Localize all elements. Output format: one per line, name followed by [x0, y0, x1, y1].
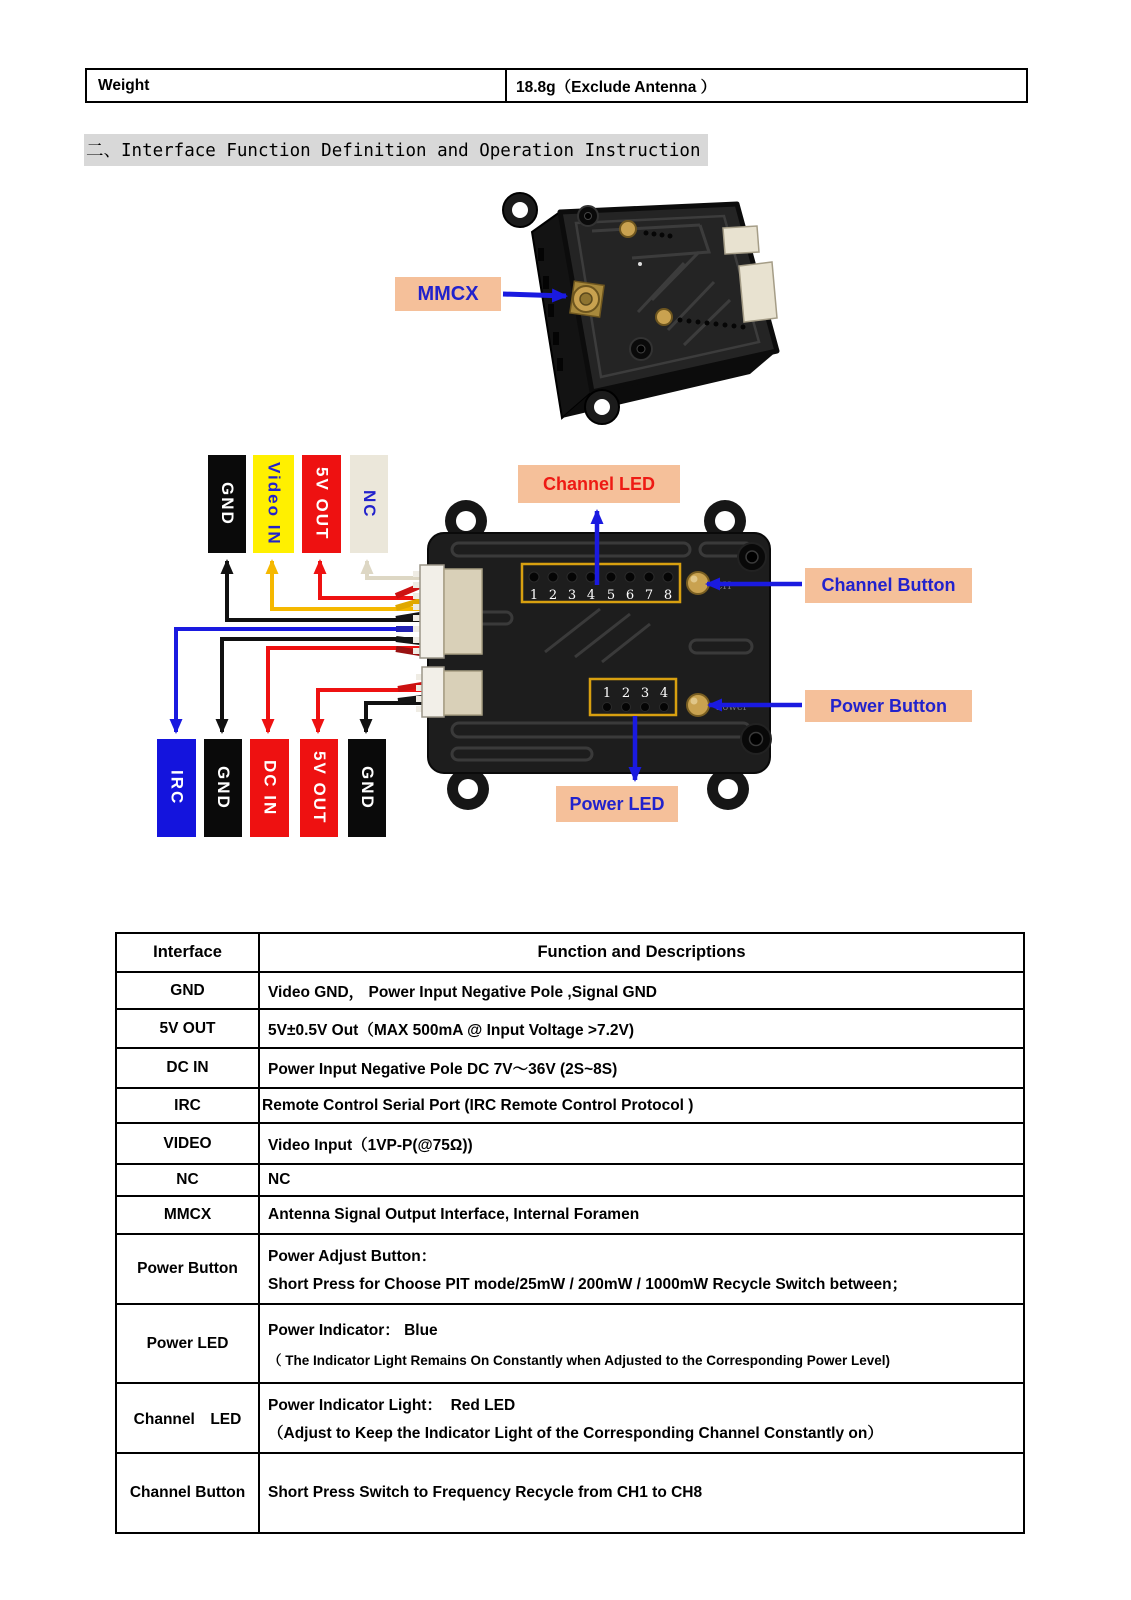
cell-desc-line1: Power Adjust Button： — [268, 1248, 437, 1265]
pin-label-gnd-b2: GND — [348, 739, 386, 837]
cell-interface: Power Button — [117, 1235, 260, 1303]
table-row — [117, 1010, 1023, 1049]
power-led-callout: Power LED — [556, 786, 678, 822]
table-row — [117, 1165, 1023, 1197]
table-row — [117, 1197, 1023, 1235]
table-header-row — [117, 934, 1023, 973]
cell-desc: Remote Control Serial Port (IRC Remote Control Protocol ) — [262, 1096, 694, 1114]
table-row — [117, 1049, 1023, 1089]
channel-button — [687, 572, 709, 594]
svg-text:5: 5 — [606, 588, 616, 603]
wire-irc — [176, 629, 428, 732]
mmcx-label: MMCX — [395, 277, 501, 311]
svg-text:4: 4 — [659, 686, 669, 701]
cell-desc-line2: （ The Indicator Light Remains On Constantly when Adjusted to the Corresponding Power Level) — [268, 1353, 891, 1368]
power-silkscreen: Power — [716, 702, 748, 713]
vtx-device-top-view — [396, 500, 771, 810]
table-row — [117, 1454, 1023, 1532]
photo-channel-button — [656, 309, 672, 325]
cell-desc: Short Press Switch to Frequency Recycle from CH1 to CH8 — [268, 1484, 703, 1501]
cell-interface: DC IN — [117, 1049, 260, 1087]
pin-label-5v-out-b: 5V OUT — [300, 739, 338, 837]
ch-silkscreen: CH — [715, 581, 732, 592]
cell-desc-line1: Power Indicator Light： Red LED — [268, 1397, 516, 1414]
table-row — [117, 973, 1023, 1010]
table-row — [117, 1124, 1023, 1165]
svg-text:2: 2 — [621, 686, 631, 701]
cell-interface: Channel Button — [117, 1454, 260, 1532]
cell-interface: VIDEO — [117, 1124, 260, 1163]
power-button-callout: Power Button — [805, 690, 972, 722]
cell-interface: IRC — [117, 1089, 260, 1122]
svg-text:4: 4 — [586, 588, 596, 603]
svg-text:7: 7 — [644, 588, 654, 603]
svg-text:2: 2 — [548, 588, 558, 603]
cell-interface: GND — [117, 973, 260, 1008]
cell-interface: 5V OUT — [117, 1010, 260, 1047]
pin-label-video-in: Video IN — [253, 455, 294, 553]
svg-text:6: 6 — [625, 588, 635, 603]
svg-text:3: 3 — [640, 686, 650, 701]
table-row — [117, 1305, 1023, 1384]
wiring-lines — [176, 561, 428, 732]
weight-value: 18.8g（Exclude Antenna ） — [516, 78, 717, 96]
power-button — [687, 694, 709, 716]
table-row — [117, 1089, 1023, 1124]
wire-gnd-b1 — [222, 639, 428, 732]
cell-desc: Power Input Negative Pole DC 7V～36V (2S~8S) — [268, 1061, 618, 1078]
mmcx-arrow — [503, 294, 566, 296]
channel-led-callout: Channel LED — [518, 465, 680, 503]
pin-label-5v-out-top: 5V OUT — [302, 455, 341, 553]
photo-power-button — [620, 221, 636, 237]
cell-interface: Power LED — [117, 1305, 260, 1382]
cell-desc-line2: Short Press for Choose PIT mode/25mW / 200mW / 1000mW Recycle Switch between； — [268, 1276, 908, 1293]
cell-desc: Antenna Signal Output Interface, Internal Foramen — [268, 1206, 640, 1223]
cell-desc-line2: （Adjust to Keep the Indicator Light of the Corresponding Channel Constantly on） — [268, 1425, 883, 1442]
header-interface: Interface — [117, 934, 260, 971]
table-row — [117, 1384, 1023, 1454]
header-function: Function and Descriptions — [537, 943, 746, 961]
pin-label-gnd-top: GND — [208, 455, 246, 553]
cell-interface: MMCX — [117, 1197, 260, 1233]
pin-label-dc-in: DC IN — [250, 739, 289, 837]
channel-button-callout: Channel Button — [805, 568, 972, 603]
svg-text:1: 1 — [602, 686, 612, 701]
cell-desc: Video GND， Power Input Negative Pole ,Signal GND — [268, 983, 657, 1001]
vtx-device-photo — [503, 193, 777, 424]
interface-function-table — [115, 932, 1025, 1534]
mmcx-connector — [570, 281, 604, 317]
table-row — [117, 1235, 1023, 1305]
pin-label-nc: NC — [350, 455, 388, 553]
cell-desc-line1: Power Indicator： Blue — [268, 1322, 438, 1339]
cell-desc: 5V±0.5V Out（MAX 500mA @ Input Voltage >7.2V) — [268, 1021, 634, 1039]
cell-interface: NC — [117, 1165, 260, 1195]
svg-text:3: 3 — [567, 588, 577, 603]
svg-text:1: 1 — [529, 588, 539, 603]
cell-desc: NC — [268, 1171, 291, 1188]
cell-interface: Channel LED — [117, 1384, 260, 1452]
pin-label-gnd-b1: GND — [204, 739, 242, 837]
pin-label-irc: IRC — [157, 739, 196, 837]
section-heading: 二、Interface Function Definition and Operation Instruction — [84, 134, 708, 166]
weight-label: Weight — [87, 70, 507, 101]
wire-gnd-top — [227, 561, 428, 620]
weight-spec-table — [85, 68, 1028, 103]
cell-desc: Video Input（1VP-P(@75Ω)) — [268, 1136, 473, 1154]
svg-text:8: 8 — [663, 588, 673, 603]
wire-video-in — [272, 561, 428, 609]
